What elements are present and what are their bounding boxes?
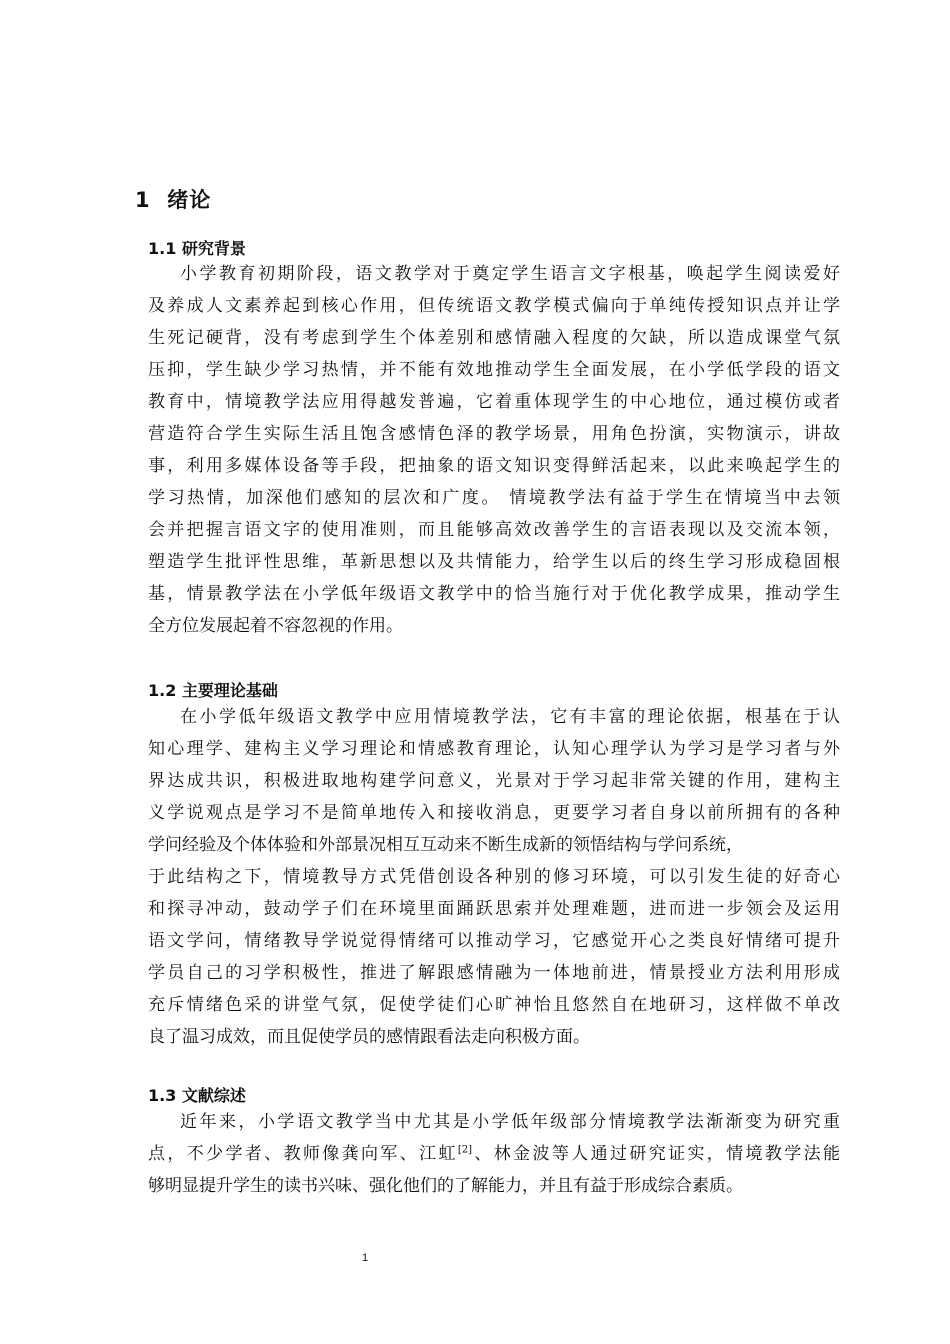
paragraph-line: 充斥情绪色采的讲堂气氛，促使学徒们心旷神怡且悠然自在地研习，这样做不单改 (148, 995, 840, 1015)
paragraph-line: 界达成共识，积极进取地构建学问意义，光景对于学习起非常关键的作用，建构主 (148, 771, 840, 791)
paragraph-line: 小学教育初期阶段，语文教学对于奠定学生语言文字根基，唤起学生阅读爱好 (180, 264, 840, 284)
paragraph-line: 压抑，学生缺少学习热情，并不能有效地推动学生全面发展，在小学低学段的语文 (148, 360, 840, 380)
chapter-title: 1 绪论 (135, 188, 212, 212)
section-heading-research-background: 1.1 研究背景 (148, 239, 246, 258)
citation-reference[interactable]: [2] (457, 1144, 473, 1156)
paragraph-line: 够明显提升学生的读书兴味、强化他们的了解能力，并且有益于形成综合素质。 (148, 1176, 743, 1196)
paragraph-line: 良了温习成效，而且促使学员的感情跟看法走向积极方面。 (148, 1027, 590, 1047)
paragraph-line: 义学说观点是学习不是简单地传入和接收消息，更要学习者自身以前所拥有的各种 (148, 803, 840, 823)
paragraph-line: 教育中，情境教学法应用得越发普遍，它着重体现学生的中心地位，通过模仿或者 (148, 392, 840, 412)
paragraph-line: 在小学低年级语文教学中应用情境教学法，它有丰富的理论依据，根基在于认 (180, 707, 840, 727)
paragraph-line-with-citation (148, 1138, 840, 1170)
paragraph-line: 塑造学生批评性思维，革新思想以及共情能力，给学生以后的终生学习形成稳固根 (148, 552, 840, 572)
paragraph-line: 于此结构之下，情境教导方式凭借创设各种别的修习环境，可以引发生徒的好奇心 (148, 867, 840, 887)
section-heading-literature-review: 1.3 文献综述 (148, 1086, 246, 1105)
paragraph-line: 会并把握言语文字的使用准则，而且能够高效改善学生的言语表现以及交流本领， (148, 520, 840, 540)
page-number: 1 (361, 1252, 369, 1264)
paragraph-line: 学问经验及个体体验和外部景况相互互动来不断生成新的领悟结构与学问系统， (148, 835, 743, 855)
paragraph-line: 事，利用多媒体设备等手段，把抽象的语文知识变得鲜活起来，以此来唤起学生的 (148, 456, 840, 476)
paragraph-line: 知心理学、建构主义学习理论和情感教育理论，认知心理学认为学习是学习者与外 (148, 739, 840, 759)
paragraph-line: 和探寻冲动，鼓动学子们在环境里面踊跃思索并处理难题，进而进一步领会及运用 (148, 899, 840, 919)
paragraph-line: 生死记硬背，没有考虑到学生个体差别和感情融入程度的欠缺，所以造成课堂气氛 (148, 328, 840, 348)
line-text-tail: 、林金波等人通过研究证实，情境教学法能 (472, 1144, 841, 1164)
section-heading-theory-basis: 1.2 主要理论基础 (148, 681, 278, 700)
line-text: 点，不少学者、教师像龚向军、江虹 (148, 1144, 458, 1164)
paragraph-line: 及养成人文素养起到核心作用，但传统语文教学模式偏向于单纯传授知识点并让学 (148, 296, 840, 316)
paragraph-line: 全方位发展起着不容忽视的作用。 (148, 616, 403, 636)
paragraph-line: 近年来，小学语文教学当中尤其是小学低年级部分情境教学法渐渐变为研究重 (180, 1112, 840, 1132)
paragraph-line: 基，情景教学法在小学低年级语文教学中的恰当施行对于优化教学成果，推动学生 (148, 584, 840, 604)
paragraph-line: 语文学问，情绪教导学说觉得情绪可以推动学习，它感觉开心之类良好情绪可提升 (148, 931, 840, 951)
paragraph-line: 营造符合学生实际生活且饱含感情色泽的教学场景，用角色扮演，实物演示，讲故 (148, 424, 840, 444)
paragraph-line: 学习热情，加深他们感知的层次和广度。 情境教学法有益于学生在情境当中去领 (148, 488, 840, 508)
paragraph-line: 学员自己的习学积极性，推进了解跟感情融为一体地前进，情景授业方法利用形成 (148, 963, 840, 983)
